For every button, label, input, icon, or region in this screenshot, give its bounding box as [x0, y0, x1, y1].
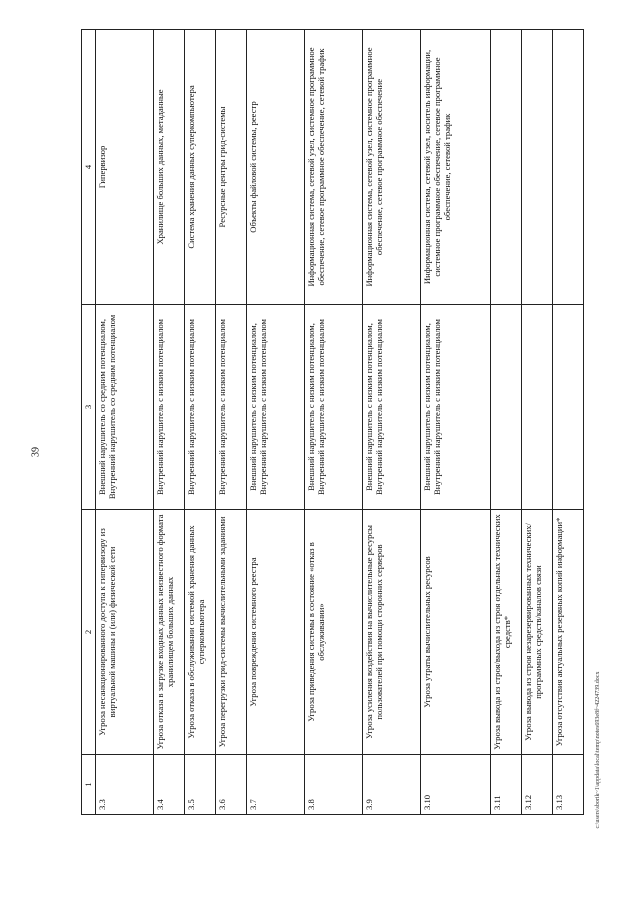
row-number: 3.13 — [553, 755, 584, 815]
threat-cell: Угроза повреждения системного реестра — [247, 510, 305, 755]
table-row — [363, 30, 421, 815]
row-number: 3.8 — [305, 755, 363, 815]
header-col-2: 2 — [82, 510, 96, 755]
object-cell: Ресурсные центры грид-системы — [216, 30, 247, 305]
table-rotated-container — [81, 30, 587, 815]
object-cell — [491, 30, 522, 305]
intruder-cell — [553, 305, 584, 510]
object-cell — [522, 30, 553, 305]
object-cell: Хранилище больших данных, метаданные — [154, 30, 185, 305]
intruder-cell: Внешний нарушитель с низким потенциалом, Внутренний нарушитель с низким потенциалом — [305, 305, 363, 510]
threat-cell: Угроза усиления воздействия на вычислительные ресурсы пользователей при помощи сторонних серверов — [363, 510, 421, 755]
table-row — [553, 30, 584, 815]
object-cell: Система хранения данных суперкомпьютера — [185, 30, 216, 305]
header-col-1: 1 — [82, 755, 96, 815]
row-number: 3.12 — [522, 755, 553, 815]
table-row — [421, 30, 491, 815]
row-number: 3.11 — [491, 755, 522, 815]
intruder-cell: Внешний нарушитель со средним потенциалом, Внутренний нарушитель со средним потенциалом — [96, 305, 154, 510]
threat-cell: Угроза отсутствия актуальных резервных копий информации* — [553, 510, 584, 755]
intruder-cell: Внутренний нарушитель с низким потенциалом — [154, 305, 185, 510]
object-cell: Гипервизор — [96, 30, 154, 305]
threat-cell: Угроза вывода из строя/выхода из строя отдельных технических средств* — [491, 510, 522, 755]
intruder-cell — [522, 305, 553, 510]
table-row — [522, 30, 553, 815]
intruder-cell: Внешний нарушитель с низким потенциалом, Внутренний нарушитель с низким потенциалом — [421, 305, 491, 510]
intruder-cell: Внешний нарушитель с низким потенциалом, Внутренний нарушитель с низким потенциалом — [363, 305, 421, 510]
threat-cell: Угроза перегрузки грид-системы вычислительными заданиями — [216, 510, 247, 755]
threat-cell: Угроза приведения системы в состояние «отказ в обслуживании» — [305, 510, 363, 755]
threat-cell: Угроза отказа в обслуживании системой хранения данных суперкомпьютера — [185, 510, 216, 755]
intruder-cell — [491, 305, 522, 510]
table-row — [216, 30, 247, 815]
table-row — [185, 30, 216, 815]
object-cell: Информационная система, сетевой узел, системное программное обеспечение, сетевое программное обеспечение — [363, 30, 421, 305]
table-row — [247, 30, 305, 815]
table-row — [491, 30, 522, 815]
intruder-cell: Внешний нарушитель с низким потенциалом, Внутренний нарушитель с низким потенциалом — [247, 305, 305, 510]
table-header-row — [82, 30, 96, 815]
header-col-3: 3 — [82, 305, 96, 510]
intruder-cell: Внутренний нарушитель с низким потенциалом — [216, 305, 247, 510]
table-row — [96, 30, 154, 815]
row-number: 3.6 — [216, 755, 247, 815]
object-cell — [553, 30, 584, 305]
footer-file-path: c:\users\sborik~1\appdata\local\temp\notes693e8f~4224739.docx — [595, 671, 601, 829]
row-number: 3.7 — [247, 755, 305, 815]
threat-cell: Угроза вывода из строя незарезервированных технических/программных средств/каналов связи — [522, 510, 553, 755]
row-number: 3.9 — [363, 755, 421, 815]
threat-cell: Угроза отказа в загрузке входных данных неизвестного формата хранилищем больших данных — [154, 510, 185, 755]
header-col-4: 4 — [82, 30, 96, 305]
row-number: 3.5 — [185, 755, 216, 815]
row-number: 3.4 — [154, 755, 185, 815]
page-number: 39 — [30, 447, 42, 457]
intruder-cell: Внутренний нарушитель с низким потенциалом — [185, 305, 216, 510]
row-number: 3.10 — [421, 755, 491, 815]
table-row — [305, 30, 363, 815]
threat-cell: Угроза несанкционированного доступа к гипервизору из виртуальной машины и (или) физической сети — [96, 510, 154, 755]
table-frame — [81, 30, 587, 815]
row-number: 3.3 — [96, 755, 154, 815]
threats-table — [81, 29, 584, 815]
table-row — [154, 30, 185, 815]
object-cell: Объекты файловой системы, реестр — [247, 30, 305, 305]
object-cell: Информационная система, сетевой узел, носитель информации, системное программное обеспечение, сетевое программное обеспечение, сетевой трафик — [421, 30, 491, 305]
threat-cell: Угроза утраты вычислительных ресурсов — [421, 510, 491, 755]
object-cell: Информационная система, сетевой узел, системное программное обеспечение, сетевое программное обеспечение, сетевой трафик — [305, 30, 363, 305]
